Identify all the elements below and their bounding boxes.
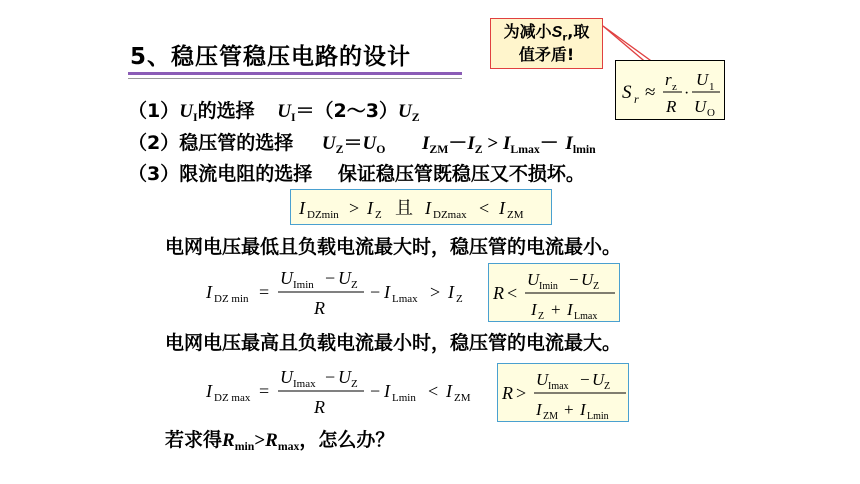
svg-text:Z: Z (375, 209, 382, 221)
svg-text:1: 1 (709, 81, 715, 93)
svg-text:·: · (684, 85, 690, 102)
sentence-min-current: 电网电压最低且负载电流最大时，稳压管的电流最小。 (165, 236, 622, 258)
svg-text:U: U (536, 370, 549, 389)
svg-text:=: = (259, 282, 270, 302)
svg-text:I: I (206, 381, 212, 401)
svg-text:z: z (672, 81, 677, 93)
svg-text:I: I (384, 381, 390, 401)
svg-text:U: U (696, 70, 709, 89)
svg-text:=: = (259, 381, 270, 401)
svg-text:Imax: Imax (293, 378, 316, 390)
svg-text:−: − (370, 282, 381, 302)
question-text: 若求得$R_{min}>R_{max}$，怎么办？ (165, 429, 395, 454)
svg-text:且: 且 (395, 198, 413, 218)
svg-text:Z: Z (604, 381, 611, 392)
svg-text:<: < (507, 283, 518, 303)
svg-text:r: r (665, 70, 672, 89)
sentence-max-current: 电网电压最高且负载电流最小时，稳压管的电流最大。 (165, 332, 622, 354)
svg-text:>: > (349, 198, 360, 218)
svg-text:I: I (499, 198, 505, 218)
svg-text:U: U (338, 268, 351, 288)
svg-text:Lmax: Lmax (574, 311, 598, 322)
svg-text:≈: ≈ (645, 82, 656, 103)
sr-symbol: S (622, 82, 632, 103)
svg-text:Z: Z (351, 279, 358, 291)
step-3: （3）限流电阻的选择 保证稳压管既稳压又不损坏。 (128, 163, 585, 185)
svg-text:Lmin: Lmin (587, 411, 609, 422)
svg-text:U: U (592, 370, 605, 389)
step-2: （2）稳压管的选择 $U_Z=U_O$ $I_{ZM}-I_Z > I_{Lmax}- I_{lmin}$ (128, 132, 596, 157)
svg-text:U: U (338, 367, 351, 387)
svg-text:−: − (569, 270, 579, 289)
r-min-bound-box (497, 363, 629, 422)
svg-text:I: I (580, 400, 586, 419)
svg-text:ZM: ZM (543, 411, 558, 422)
eq-idz-min (200, 260, 480, 322)
svg-text:U: U (527, 270, 540, 289)
svg-text:−: − (325, 367, 336, 387)
svg-text:DZ min: DZ min (214, 293, 249, 305)
svg-text:I: I (567, 300, 573, 319)
svg-text:Imin: Imin (293, 279, 314, 291)
svg-text:<: < (428, 381, 439, 401)
svg-text:>: > (430, 282, 441, 302)
svg-text:DZmin: DZmin (307, 209, 339, 221)
svg-text:Z: Z (351, 378, 358, 390)
svg-text:I: I (367, 198, 373, 218)
svg-text:I: I (299, 198, 305, 218)
svg-text:Z: Z (593, 281, 600, 292)
callout-line-1: 为减小$S_r$,取 (503, 22, 590, 44)
r-min-bound-formula (498, 364, 630, 423)
svg-text:>: > (516, 383, 527, 403)
svg-text:<: < (479, 198, 490, 218)
r-max-bound-box (488, 263, 620, 322)
svg-text:U: U (694, 97, 707, 116)
svg-text:ZM: ZM (507, 209, 524, 221)
current-range-box (290, 189, 552, 225)
step-1: $(1)U_I$的选择 $U_I=(2\sim 3)U_Z$ (128, 100, 420, 125)
svg-text:ZM: ZM (454, 392, 471, 404)
svg-text:I: I (384, 282, 390, 302)
svg-text:I: I (531, 300, 537, 319)
svg-text:U: U (581, 270, 594, 289)
svg-text:Imax: Imax (548, 381, 569, 392)
callout-line-2: 值矛盾! (518, 45, 575, 64)
svg-text:I: I (206, 282, 212, 302)
svg-text:Z: Z (538, 311, 545, 322)
svg-text:−: − (325, 268, 336, 288)
svg-text:I: I (446, 381, 452, 401)
svg-text:I: I (448, 282, 454, 302)
svg-text:Imin: Imin (539, 281, 558, 292)
svg-text:Z: Z (456, 293, 463, 305)
svg-text:DZmax: DZmax (433, 209, 467, 221)
svg-text:−: − (370, 381, 381, 401)
sr-formula (616, 61, 726, 121)
svg-text:R: R (493, 283, 504, 303)
svg-text:r: r (634, 92, 639, 106)
svg-text:U: U (280, 268, 293, 288)
r-max-bound-formula (489, 264, 621, 323)
svg-text:R: R (314, 397, 325, 417)
current-range-formula (291, 190, 553, 226)
svg-text:U: U (280, 367, 293, 387)
eq-idz-max (200, 359, 490, 421)
svg-text:R: R (502, 383, 513, 403)
svg-text:R: R (666, 97, 677, 116)
svg-text:−: − (580, 370, 590, 389)
svg-text:+: + (551, 300, 561, 319)
svg-text:I: I (536, 400, 542, 419)
svg-text:R: R (314, 298, 325, 318)
svg-text:O: O (707, 107, 715, 119)
svg-text:+: + (564, 400, 574, 419)
sr-formula-box (615, 60, 725, 120)
slide-title: 5、稳压管稳压电路的设计 (130, 44, 412, 70)
svg-text:DZ max: DZ max (214, 392, 251, 404)
svg-text:Lmax: Lmax (392, 293, 418, 305)
svg-text:Lmin: Lmin (392, 392, 416, 404)
svg-text:I: I (425, 198, 431, 218)
